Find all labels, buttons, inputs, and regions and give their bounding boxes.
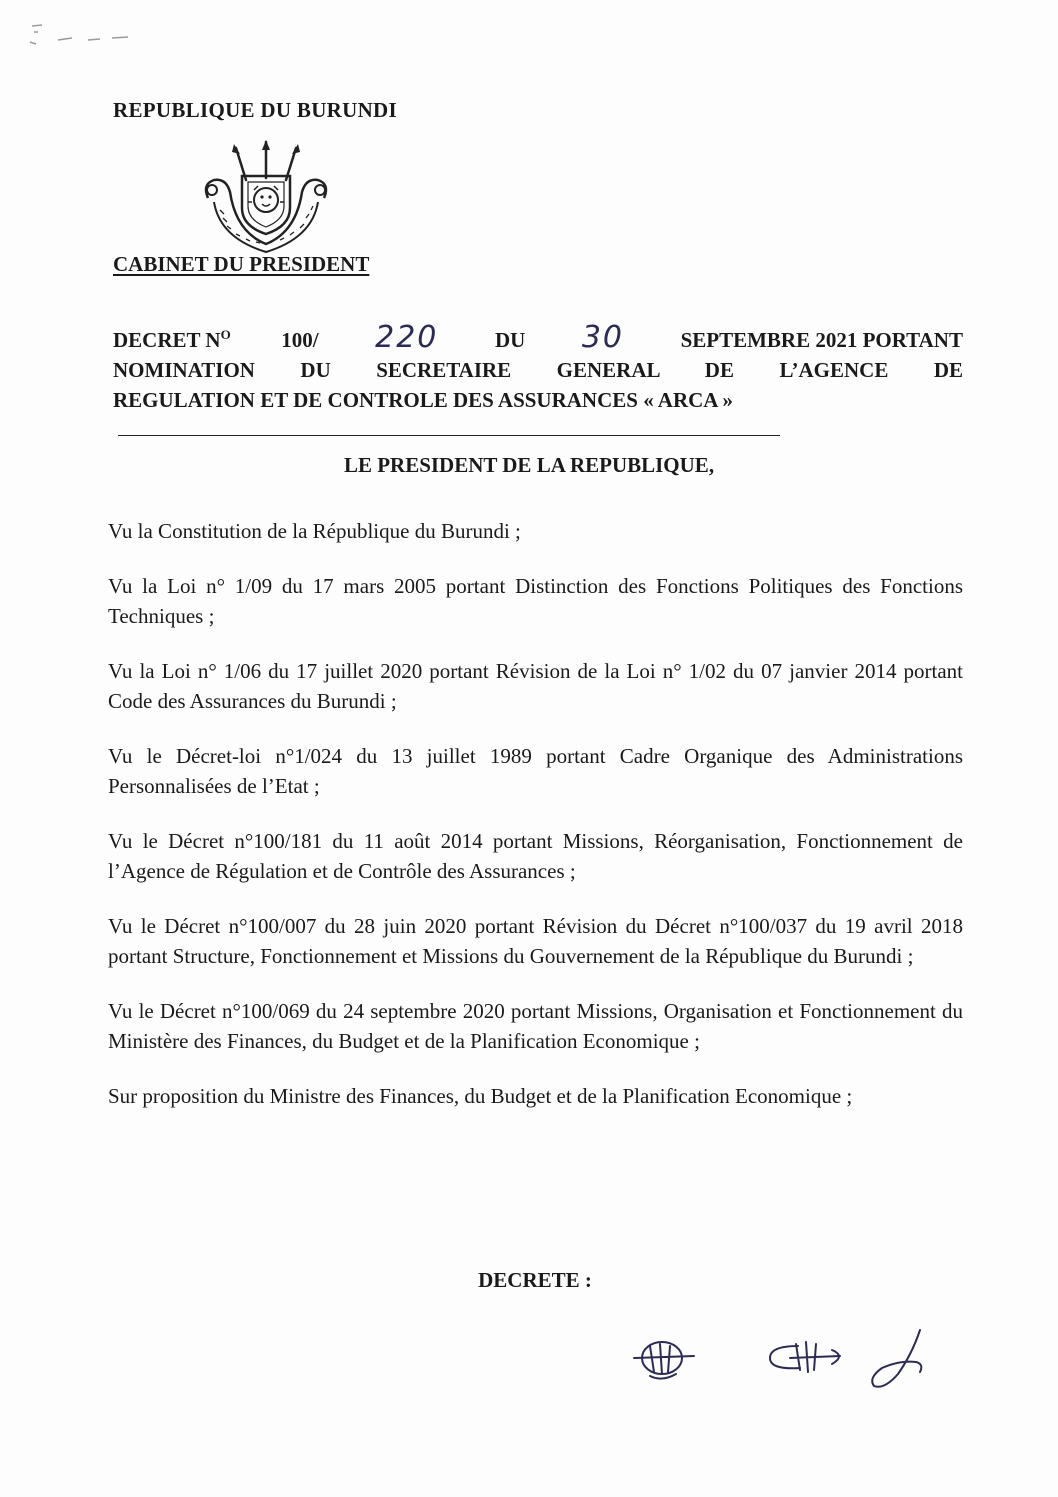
decree-title — [113, 320, 963, 415]
cabinet-heading: CABINET DU PRESIDENT — [113, 252, 370, 276]
visa-item: Vu la Loi n° 1/09 du 17 mars 2005 portant Distinction des Fonctions Politiques des Fonctions Techniques ; — [108, 574, 963, 628]
decree-number-prefix: 100/ — [281, 328, 319, 352]
decrete-heading: DECRETE : — [478, 1268, 592, 1292]
visa-item: Vu la Constitution de la République du Burundi ; — [108, 519, 521, 543]
title-line-3-text: REGULATION ET DE CONTROLE DES ASSURANCES « ARCA » — [113, 388, 734, 412]
visa-item: Sur proposition du Ministre des Finances, du Budget et de la Planification Economique ; — [108, 1084, 853, 1108]
decree-date-rest: SEPTEMBRE 2021 PORTANT — [680, 328, 963, 352]
du-label: DU — [494, 328, 526, 352]
visa-item: Vu la Loi n° 1/06 du 17 juillet 2020 portant Révision de la Loi n° 1/02 du 07 janvier 2014 portant Code des Assurances du Burundi ; — [108, 659, 963, 713]
visa-item: Vu le Décret n°100/069 du 24 septembre 2020 portant Missions, Organisation et Fonctionnement du Ministère des Finances, du Budget et de la Planification Economique ; — [108, 999, 963, 1053]
handwritten-initials-signature — [620, 1328, 940, 1398]
decree-number-handwritten: 220 — [375, 320, 439, 355]
decree-number-label: DECRET $N^O$ — [113, 327, 231, 352]
decree-title-line-1 — [113, 320, 963, 355]
visa-item: Vu le Décret-loi n°1/024 du 13 juillet 1989 portant Cadre Organique des Administrations Personnalisées de l’Etat ; — [108, 744, 963, 798]
decree-title-line-3 — [113, 385, 963, 415]
scan-artifact-marks — [28, 22, 148, 52]
visas-list — [108, 516, 963, 1136]
visa-item: Vu le Décret n°100/181 du 11 août 2014 portant Missions, Réorganisation, Fonctionnement de l’Agence de Régulation et de Contrôle des Assurances ; — [108, 829, 963, 883]
decree-day-handwritten: 30 — [581, 320, 625, 355]
title-divider — [118, 435, 780, 436]
country-heading: REPUBLIQUE DU BURUNDI — [113, 98, 397, 122]
decree-title-line-2 — [113, 355, 963, 385]
title-line-2-text: NOMINATION DU SECRETAIRE GENERAL DE L’AGENCE DE — [113, 358, 963, 382]
preamble-heading: LE PRESIDENT DE LA REPUBLIQUE, — [343, 453, 715, 477]
visa-item: Vu le Décret n°100/007 du 28 juin 2020 portant Révision du Décret n°100/037 du 19 avril 2018 portant Structure, Fonctionnement et Missions du Gouvernement de la République du Burundi ; — [108, 914, 963, 968]
coat-of-arms-icon — [196, 140, 336, 255]
